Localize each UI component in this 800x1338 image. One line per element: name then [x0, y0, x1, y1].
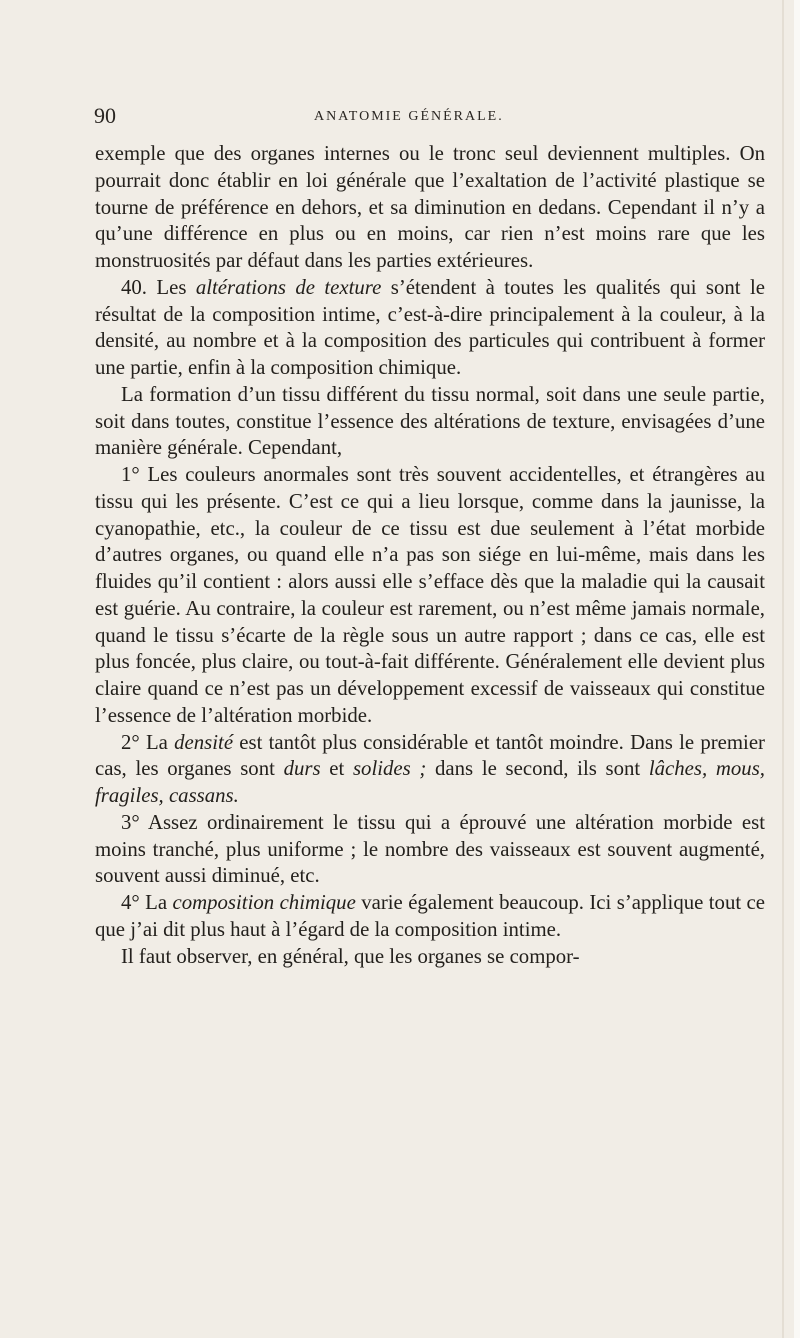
paragraph-run: 3° Assez ordinairement le tissu qui a éprouvé une altération morbide est moins tranché, plus uniforme ; le nombre des vaisseaux est souvent augmenté, souvent aussi diminué, etc.	[95, 810, 765, 888]
paragraph-run: et	[320, 757, 353, 781]
italic-term: densité	[174, 730, 234, 754]
paragraph-7	[95, 890, 765, 944]
italic-term: composition chimique	[172, 891, 356, 914]
paragraph-5	[95, 730, 765, 810]
paragraph-run: est tantôt plus considérable et tantôt moindre. Dans le premier cas, les organes sont	[95, 730, 765, 781]
paragraph-run: varie également beaucoup. Ici s’applique tout ce que j’ai dit plus haut à l’égard de la composition intime.	[95, 891, 765, 941]
running-title: ANATOMIE GÉNÉRALE.	[314, 109, 504, 124]
italic-term: solides ;	[352, 757, 427, 781]
paragraph-run: 4° La	[121, 891, 173, 914]
italic-term: altérations de texture	[195, 275, 382, 299]
italic-term: durs	[283, 757, 321, 781]
running-head	[92, 103, 752, 133]
paragraph-run: s’étendent à toutes les qualités qui sont le résultat de la composition intime, c’est-à-dire principalement à la couleur, à la densité, au nombre et à la composition des particules qui contribuent à former une partie, enfin à la composition chimique.	[95, 275, 765, 379]
paragraph-run: dans le second, ils sont	[426, 757, 649, 781]
paragraph-run: La formation d’un tissu différent du tissu normal, soit dans une seule partie, soit dans toutes, constitue l’essence des altérations de texture, envisagées d’une manière générale. Cependant,	[95, 382, 765, 460]
paragraph-run: 40. Les	[121, 275, 196, 299]
paragraph-8	[95, 944, 765, 971]
paragraph-1	[95, 141, 765, 275]
page-edge	[782, 0, 784, 1338]
paragraph-3	[95, 382, 765, 462]
paragraph-run: 2° La	[121, 730, 175, 754]
paragraph-2	[95, 275, 765, 382]
page-number: 90	[94, 103, 116, 128]
paragraph-run: exemple que des organes internes ou le tronc seul deviennent multiples. On pourrait donc établir en loi générale que l’exaltation de l’activité plastique se tourne de préférence en dehors, et sa diminution en dedans. Cependant il n’y a qu’une différence en plus ou en moins, car rien n’est moins rare que les monstruosités par défaut dans les parties extérieures.	[95, 142, 765, 272]
paragraph-6	[95, 810, 765, 890]
paragraph-run: 1° Les couleurs anormales sont très souvent accidentelles, et étrangères au tissu qui les présente. C’est ce qui a lieu lorsque, comme dans la jaunisse, la cyanopathie, etc., la couleur de ce tissu est due seulement à l’état morbide d’autres organes, ou quand elle n’a pas son siége en lui-même, mais dans les fluides qu’il contient : alors aussi elle s’efface dès que la maladie qui la causait est guérie. Au contraire, la couleur est rarement, ou n’est même jamais normale, quand le tissu s’écarte de la règle sous un autre rapport ; dans ce cas, elle est plus foncée, plus claire, ou tout-à-fait différente. Généralement elle devient plus claire quand ce n’est pas un développement excessif de vaisseaux qui constitue l’essence de l’altération morbide.	[95, 463, 765, 727]
paragraph-4	[95, 462, 765, 730]
paragraph-run: Il faut observer, en général, que les organes se compor-	[121, 944, 580, 968]
italic-term: lâches, mous, fragiles, cassans.	[95, 757, 765, 807]
body-text	[95, 141, 765, 970]
